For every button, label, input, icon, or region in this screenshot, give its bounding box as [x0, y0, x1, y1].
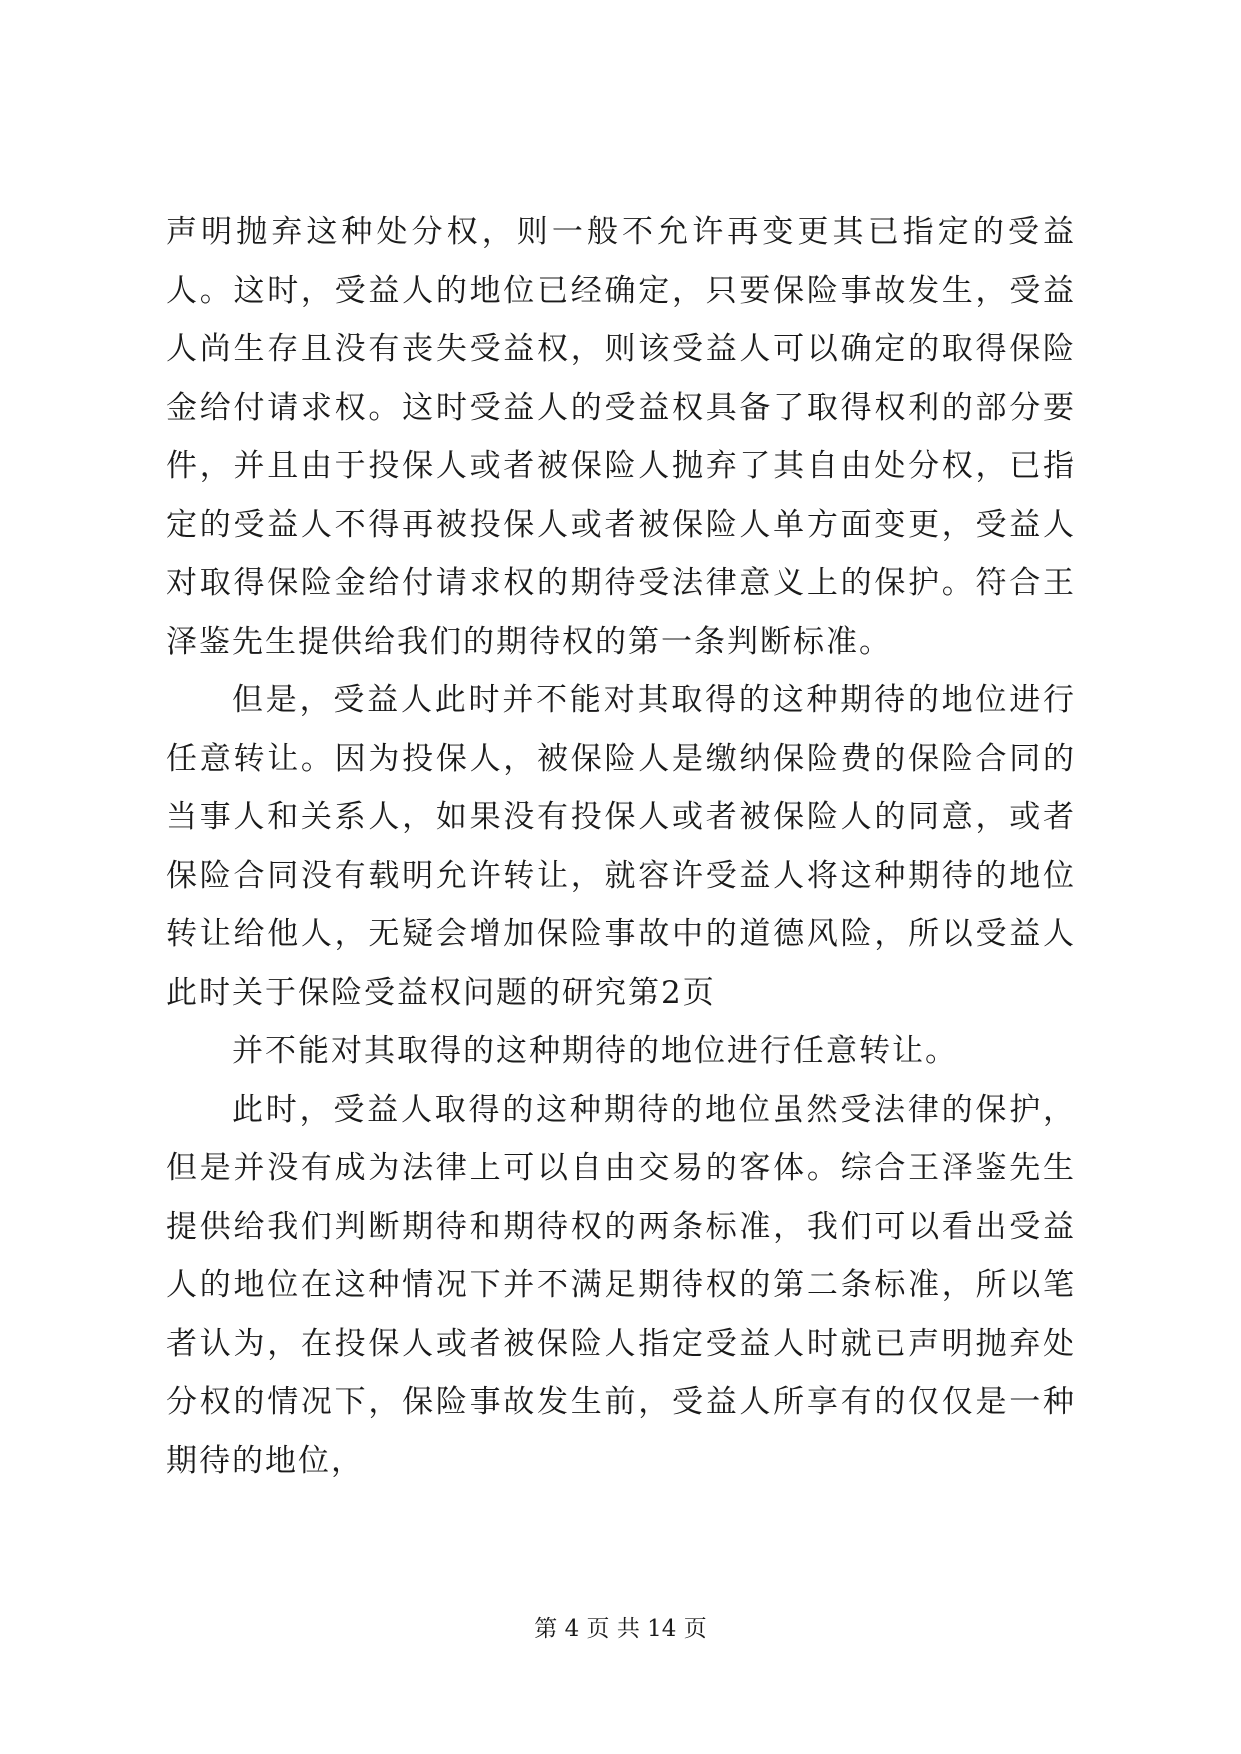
paragraph-1: 声明抛弃这种处分权，则一般不允许再变更其已指定的受益人。这时，受益人的地位已经确定，只要保险事故发生，受益人尚生存且没有丧失受益权，则该受益人可以确定的取得保险金给付请求权。这时受益人的受益权具备了取得权利的部分要件，并且由于投保人或者被保险人抛弃了其自由处分权，已指定的受益人不得再被投保人或者被保险人单方面变更，受益人对取得保险金给付请求权的期待受法律意义上的保护。符合王泽鉴先生提供给我们的期待权的第一条判断标准。 — [166, 214, 1076, 660]
paragraph-2: 但是，受益人此时并不能对其取得的这种期待的地位进行任意转让。因为投保人，被保险人是缴纳保险费的保险合同的当事人和关系人，如果没有投保人或者被保险人的同意，或者保险合同没有载明允许转让，就容许受益人将这种期待的地位转让给他人，无疑会增加保险事故中的道德风险，所以受益人此时关于保险受益权问题的研究第2页 — [166, 682, 1076, 1011]
body-text — [166, 203, 1076, 1490]
page-number: 第 4 页 共 14 页 — [534, 1616, 707, 1642]
paragraph-3: 并不能对其取得的这种期待的地位进行任意转让。 — [232, 1033, 958, 1069]
paragraph-4: 此时，受益人取得的这种期待的地位虽然受法律的保护，但是并没有成为法律上可以自由交易的客体。综合王泽鉴先生提供给我们判断期待和期待权的两条标准，我们可以看出受益人的地位在这种情况下并不满足期待权的第二条标准，所以笔者认为，在投保人或者被保险人指定受益人时就已声明抛弃处分权的情况下，保险事故发生前，受益人所享有的仅仅是一种期待的地位， — [166, 1091, 1076, 1479]
page-footer — [0, 1610, 1241, 1643]
